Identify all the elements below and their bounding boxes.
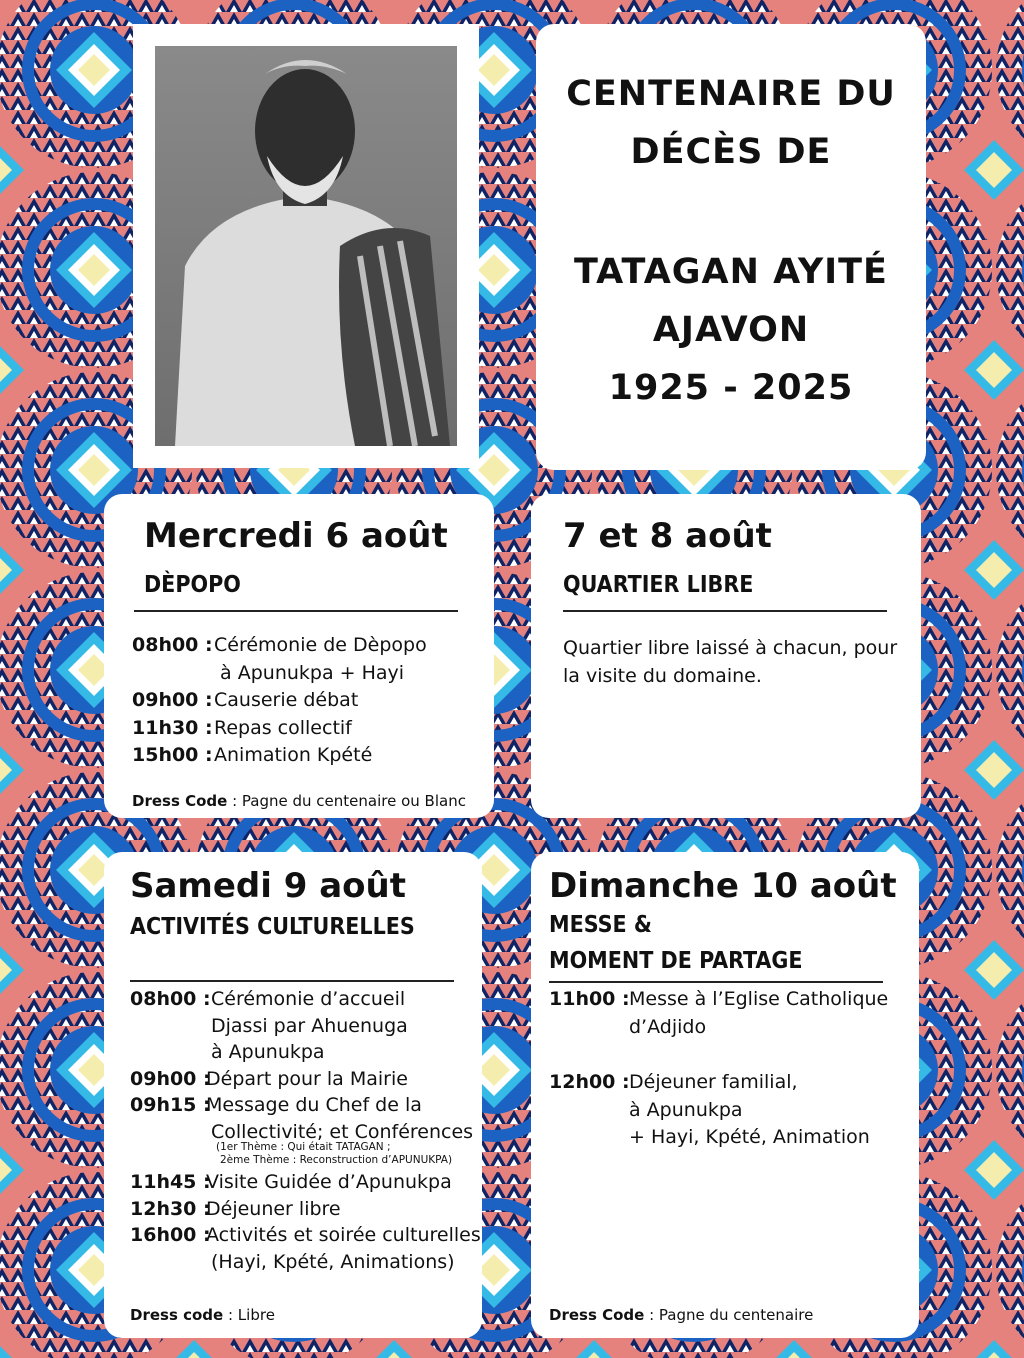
- title-line-years: 1925 - 2025: [608, 368, 854, 408]
- title-line-2: DÉCÈS DE: [630, 132, 832, 172]
- divider: [563, 610, 887, 612]
- schedule-item: 09h15 : Message du Chef de la: [130, 1094, 422, 1116]
- schedule-item: à Apunukpa: [211, 1041, 325, 1063]
- schedule-item: Djassi par Ahuenuga: [211, 1014, 408, 1037]
- divider: [549, 981, 883, 983]
- title-line-1: CENTENAIRE DU: [566, 74, 896, 114]
- divider: [130, 980, 454, 982]
- day-subtitle-2: MOMENT DE PARTAGE: [549, 948, 803, 974]
- day-title: 7 et 8 août: [563, 516, 772, 556]
- day-title: Samedi 9 août: [130, 866, 407, 906]
- theme-note: (1er Thème : Qui était TATAGAN ;: [216, 1141, 391, 1153]
- day-description: Quartier libre laissé à chacun, pour la visite du domaine.: [563, 637, 898, 687]
- day-subtitle: DÈPOPO: [144, 572, 241, 598]
- schedule-item: 11h45 : Visite Guidée d’Apunukpa: [130, 1171, 452, 1193]
- day-subtitle: ACTIVITÉS CULTURELLES: [130, 914, 415, 940]
- day-subtitle-1: MESSE &: [549, 912, 652, 938]
- schedule-item: 09h00 : Départ pour la Mairie: [130, 1067, 408, 1090]
- schedule-item: d’Adjido: [629, 1015, 707, 1038]
- day-subtitle: QUARTIER LIBRE: [563, 572, 754, 598]
- portrait-frame: [133, 24, 479, 468]
- schedule-list: [549, 986, 888, 1152]
- day-title: Mercredi 6 août: [144, 516, 448, 556]
- schedule-item: 08h00 : Cérémonie de Dèpopo: [132, 634, 427, 656]
- schedule-item: Collectivité; et Conférences: [211, 1120, 474, 1143]
- schedule-list: [132, 632, 427, 770]
- title-line-3: TATAGAN AYITÉ: [574, 252, 888, 292]
- schedule-list: [130, 986, 481, 1275]
- schedule-item: 12h00 : Déjeuner familial,: [549, 1071, 798, 1093]
- schedule-item: + Hayi, Kpété, Animation: [629, 1126, 870, 1148]
- dress-code: Dress Code : Pagne du centenaire ou Blanc: [132, 792, 466, 810]
- schedule-item: 15h00 : Animation Kpété: [132, 744, 373, 766]
- portrait-photo: [155, 46, 457, 446]
- schedule-item: 09h00 : Causerie débat: [132, 689, 359, 711]
- dress-code: Dress code : Libre: [130, 1306, 275, 1324]
- day-card-mercredi: [104, 494, 494, 818]
- schedule-item: 12h30 : Déjeuner libre: [130, 1197, 341, 1220]
- day-card-samedi: [104, 852, 482, 1338]
- schedule-item: (Hayi, Kpété, Animations): [211, 1250, 455, 1273]
- schedule-item: 08h00 : Cérémonie d’accueil: [130, 988, 406, 1010]
- day-card-dimanche: [531, 852, 919, 1338]
- divider: [134, 610, 458, 612]
- schedule-item: à Apunukpa: [629, 1098, 743, 1121]
- dress-code: Dress Code : Pagne du centenaire: [549, 1306, 814, 1324]
- title-line-4: AJAVON: [652, 310, 810, 350]
- schedule-item: à Apunukpa + Hayi: [214, 661, 405, 684]
- schedule-item: 16h00 : Activités et soirée culturelles: [130, 1224, 481, 1246]
- day-card-7-8-aout: [531, 494, 921, 818]
- theme-note: 2ème Thème : Reconstruction d’APUNUKPA): [220, 1154, 453, 1166]
- day-title: Dimanche 10 août: [549, 866, 897, 906]
- schedule-item: 11h00 : Messe à l’Eglise Catholique: [549, 988, 889, 1010]
- schedule-item: 11h30 : Repas collectif: [132, 716, 352, 739]
- title-card: [536, 24, 926, 470]
